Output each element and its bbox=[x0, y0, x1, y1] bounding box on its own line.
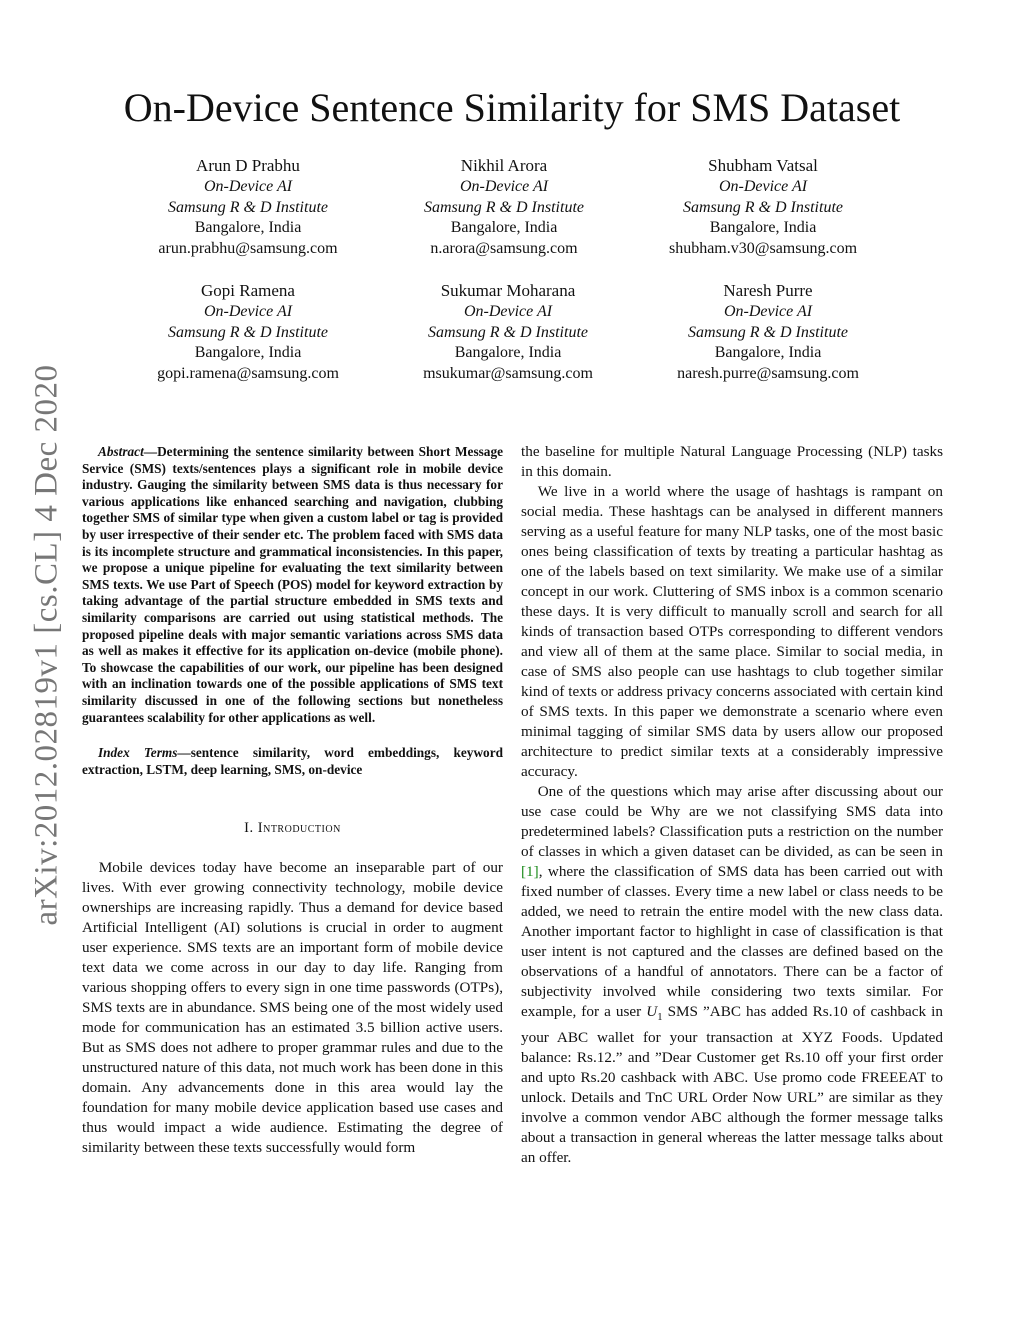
math-subscript: 1 bbox=[657, 1012, 663, 1024]
author-org: Samsung R & D Institute bbox=[688, 323, 848, 341]
author-email: shubham.v30@samsung.com bbox=[668, 239, 858, 257]
intro-paragraph-1-continued: the baseline for multiple Natural Language Processing (NLP) tasks in this domain. bbox=[521, 443, 943, 480]
author-block bbox=[378, 280, 638, 384]
paper-title: On-Device Sentence Similarity for SMS Dataset bbox=[123, 85, 901, 130]
author-name: Naresh Purre bbox=[723, 281, 813, 300]
author-org: Samsung R & D Institute bbox=[428, 323, 588, 341]
index-terms-text: —sentence similarity, word embeddings, keyword extraction, LSTM, deep learning, SMS, on-device bbox=[82, 745, 504, 777]
intro-paragraph-1: Mobile devices today have become an inseparable part of our lives. With ever growing connectivity technology, mobile device ownerships are increasing rapidly. Thus a demand for device based Artificial Intelligent (AI) solutions is crucial in order to augment user experience. SMS texts are an important form of mobile device text data we come across in our day to day life. Ranging from various shopping offers to every sign in one time passwords (OTPs), SMS texts are in abundance. SMS being one of the most widely used mode for communication has an estimated 3.5 billion active users. But as SMS does not adhere to proper grammar rules and due to the unstructured nature of this data, not much work has been done in this domain. Any advancements done in this area would lay the foundation for many mobile device application based use cases and thus would impact a wide audience. Estimating the degree of similarity between these texts successfully would form bbox=[82, 859, 503, 1157]
author-location: Bangalore, India bbox=[194, 344, 302, 362]
arxiv-id-text: arXiv:2012.02819v1 [cs.CL] 4 Dec 2020 bbox=[28, 364, 65, 926]
abstract bbox=[82, 444, 503, 726]
index-terms bbox=[82, 745, 503, 778]
author-org: Samsung R & D Institute bbox=[168, 323, 328, 341]
author-block bbox=[638, 280, 898, 384]
author-dept: On-Device AI bbox=[723, 303, 813, 320]
author-location: Bangalore, India bbox=[194, 219, 302, 237]
section-title: Introduction bbox=[257, 820, 341, 837]
author-dept: On-Device AI bbox=[459, 178, 549, 195]
author-org: Samsung R & D Institute bbox=[168, 198, 328, 216]
math-var-letter: U bbox=[646, 1003, 658, 1020]
author-location: Bangalore, India bbox=[454, 344, 562, 362]
section-number: I. bbox=[244, 820, 254, 837]
intro-paragraph-3 bbox=[521, 782, 943, 1168]
author-block bbox=[118, 155, 378, 259]
author-name: Arun D Prabhu bbox=[196, 156, 300, 175]
index-terms-lead: Index Terms bbox=[97, 745, 178, 761]
arxiv-identifier bbox=[26, 362, 68, 928]
intro-paragraph-2: We live in a world where the usage of hashtags is rampant on social media. These hashtags can be analysed in different manners serving as a useful feature for many NLP tasks, one of the most basic ones being classification of texts by treating a particular hashtag as one of the labels based on text similarity. We make use of a similar concept in our work. Cluttering of SMS inbox is a common scenario these days. It is very difficult to manually scroll and search for all kinds of transaction based OTPs corresponding to different vendors and view all of them at the same place. Similar to social media, in case of SMS also people can use hashtags to club together similar kind of texts or address privacy concerns associated with certain kind of SMS texts. In this paper we demonstrate a scenario where even minimal tagging of similar SMS data by users allow our proposed architecture to predict similar texts at a considerably impressive accuracy. bbox=[521, 483, 943, 780]
paragraph-text: , where the classification of SMS data has been carried out with fixed number of classes. Every time a new label or class needs to be added, we need to retrain the entire model with the new class data. Another important factor to highlight in case of classification is that user intent is not captured and the classes are defined based on the observations of a handful of annotators. There can be a factor of subjectivity involved while considering two texts similar. For example, for a user bbox=[521, 863, 943, 1020]
section-heading bbox=[82, 820, 503, 837]
author-email: n.arora@samsung.com bbox=[430, 239, 578, 257]
author-email: arun.prabhu@samsung.com bbox=[158, 239, 338, 257]
author-dept: On-Device AI bbox=[203, 178, 293, 195]
author-name: Shubham Vatsal bbox=[708, 156, 818, 175]
author-location: Bangalore, India bbox=[709, 219, 817, 237]
left-column bbox=[82, 444, 503, 1158]
author-dept: On-Device AI bbox=[463, 303, 553, 320]
author-block bbox=[633, 155, 893, 259]
abstract-text: —Determining the sentence similarity between Short Message Service (SMS) texts/sentences plays a significant role in mobile device industry. Gauging the similarity between SMS data is thus necessary for various applications like enhanced searching and navigation, clubbing together SMS of similar type when given a custom label or tag is provided by user irrespective of their sender etc. The problem faced with SMS data is its incomplete structure and grammatical inconsistencies. In this paper, we propose a unique pipeline for evaluating the text similarity between SMS texts. We use Part of Speech (POS) model for keyword extraction by taking advantage of the partial structure embedded in SMS texts and similarity comparisons are carried out using statistical methods. The proposed pipeline deals with major semantic variations across SMS data as well as makes it effective for its application on-device (mobile phone). To showcase the capabilities of our work, our pipeline has been designed with an inclination towards one of the possible applications of SMS text similarity discussed in one of the following sections but nonetheless guarantees scalability for other applications as well. bbox=[82, 444, 503, 725]
author-name: Nikhil Arora bbox=[460, 156, 548, 175]
paragraph-text: SMS ”ABC has added Rs.10 of cashback in your ABC wallet for your transaction at XYZ Foods. Updated balance: Rs.12.” and ”Dear Customer get Rs.10 off your first order and upto Rs.20 cashback with ABC. Use promo code FREEEAT to unlock. Details and TnC URL Order Now URL” are similar as they involve a common vendor ABC although the former message talks about a transaction in general whereas the latter message talks about an offer. bbox=[521, 1003, 943, 1167]
author-email: naresh.purre@samsung.com bbox=[677, 364, 859, 382]
author-location: Bangalore, India bbox=[714, 344, 822, 362]
author-org: Samsung R & D Institute bbox=[424, 198, 584, 216]
math-variable bbox=[646, 1003, 663, 1024]
abstract-lead: Abstract bbox=[97, 444, 144, 459]
paragraph-text: One of the questions which may arise after discussing about our use case could be Why are we not classifying SMS data into predetermined labels? Classification puts a restriction on the number of classes in which a given dataset can be divided, as can be seen in bbox=[521, 783, 943, 860]
citation-link[interactable]: [1] bbox=[521, 863, 539, 880]
author-name: Gopi Ramena bbox=[201, 281, 295, 300]
author-email: gopi.ramena@samsung.com bbox=[157, 364, 339, 382]
author-dept: On-Device AI bbox=[718, 178, 808, 195]
author-org: Samsung R & D Institute bbox=[683, 198, 843, 216]
author-location: Bangalore, India bbox=[450, 219, 558, 237]
author-email: msukumar@samsung.com bbox=[423, 364, 593, 382]
author-dept: On-Device AI bbox=[203, 303, 293, 320]
author-block bbox=[118, 280, 378, 384]
author-block bbox=[374, 155, 634, 259]
right-column bbox=[521, 442, 943, 1168]
author-name: Sukumar Moharana bbox=[440, 281, 576, 300]
